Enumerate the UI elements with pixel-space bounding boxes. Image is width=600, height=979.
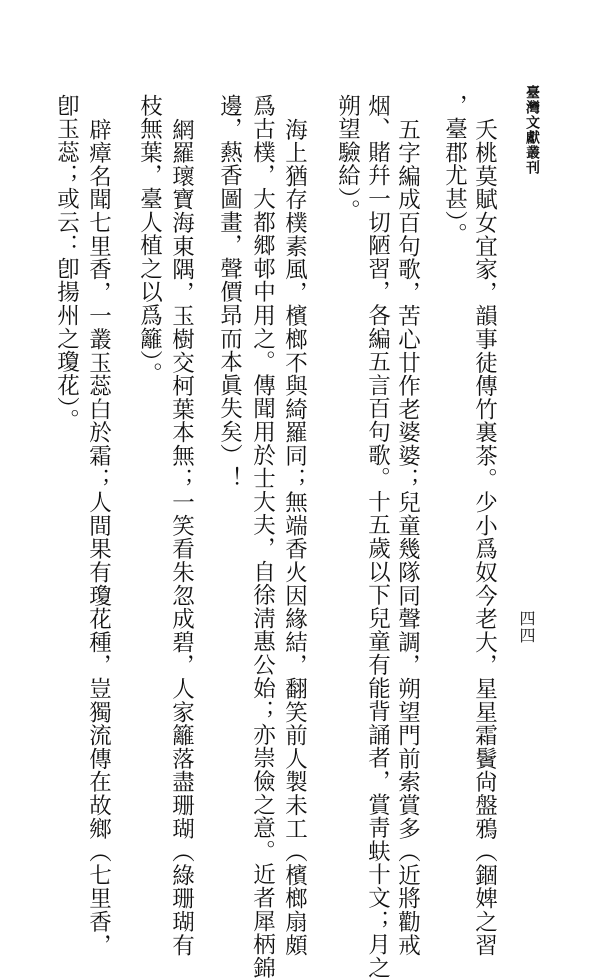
- text-column-4: 烟、賭幷一切陋習，各編五言百句歌。十五歲以下兒童有能背誦者，賞靑蚨十文；月之: [364, 94, 391, 979]
- page-number: 四四: [517, 610, 536, 644]
- series-title: 臺灣文獻叢刊: [524, 85, 540, 175]
- text-column-12: 卽玉蕊；或云：卽揚州之瓊花）。: [53, 94, 80, 433]
- text-column-7: 爲古樸，大都郷邨中用之。傳聞用於士大夫，自徐淸惠公始；亦崇儉之意。近者犀柄錦: [249, 94, 276, 979]
- text-column-11: 辟瘴名聞七里香，一叢玉蕊白於霜；人間果有瓊花種，豈獨流傳在故鄉（七里香，: [85, 118, 112, 957]
- text-column-2: ，臺郡尤甚）。: [441, 94, 468, 246]
- text-column-10: 枝無葉，臺人植之以爲籬）。: [136, 94, 163, 386]
- text-column-3: 五字編成百句歌，苦心廿作老婆婆；兒童幾隊同聲調，朔望門前索賞多（近將勸戒: [394, 118, 421, 957]
- text-column-5: 朔望驗給）。: [334, 94, 361, 223]
- text-column-9: 網羅瓌寶海東隅，玉樹交柯葉本無；一笑看朱忽成碧，人家籬落盡珊瑚（綠珊瑚有: [168, 118, 195, 957]
- text-column-6: 海上猶存樸素風，檳榔不與綺羅同；無端香火因緣結，翻笑前人製未工（檳榔扇頗: [281, 118, 308, 957]
- text-column-1: 夭桃莫賦女宜家，韻事徒傳竹裏茶。少小爲奴今老大，星星霜鬢尙盤鴉（錮婢之習: [471, 118, 498, 957]
- text-column-8: 邊，爇香圖畫，聲價昻而本眞失矣）！: [216, 94, 243, 491]
